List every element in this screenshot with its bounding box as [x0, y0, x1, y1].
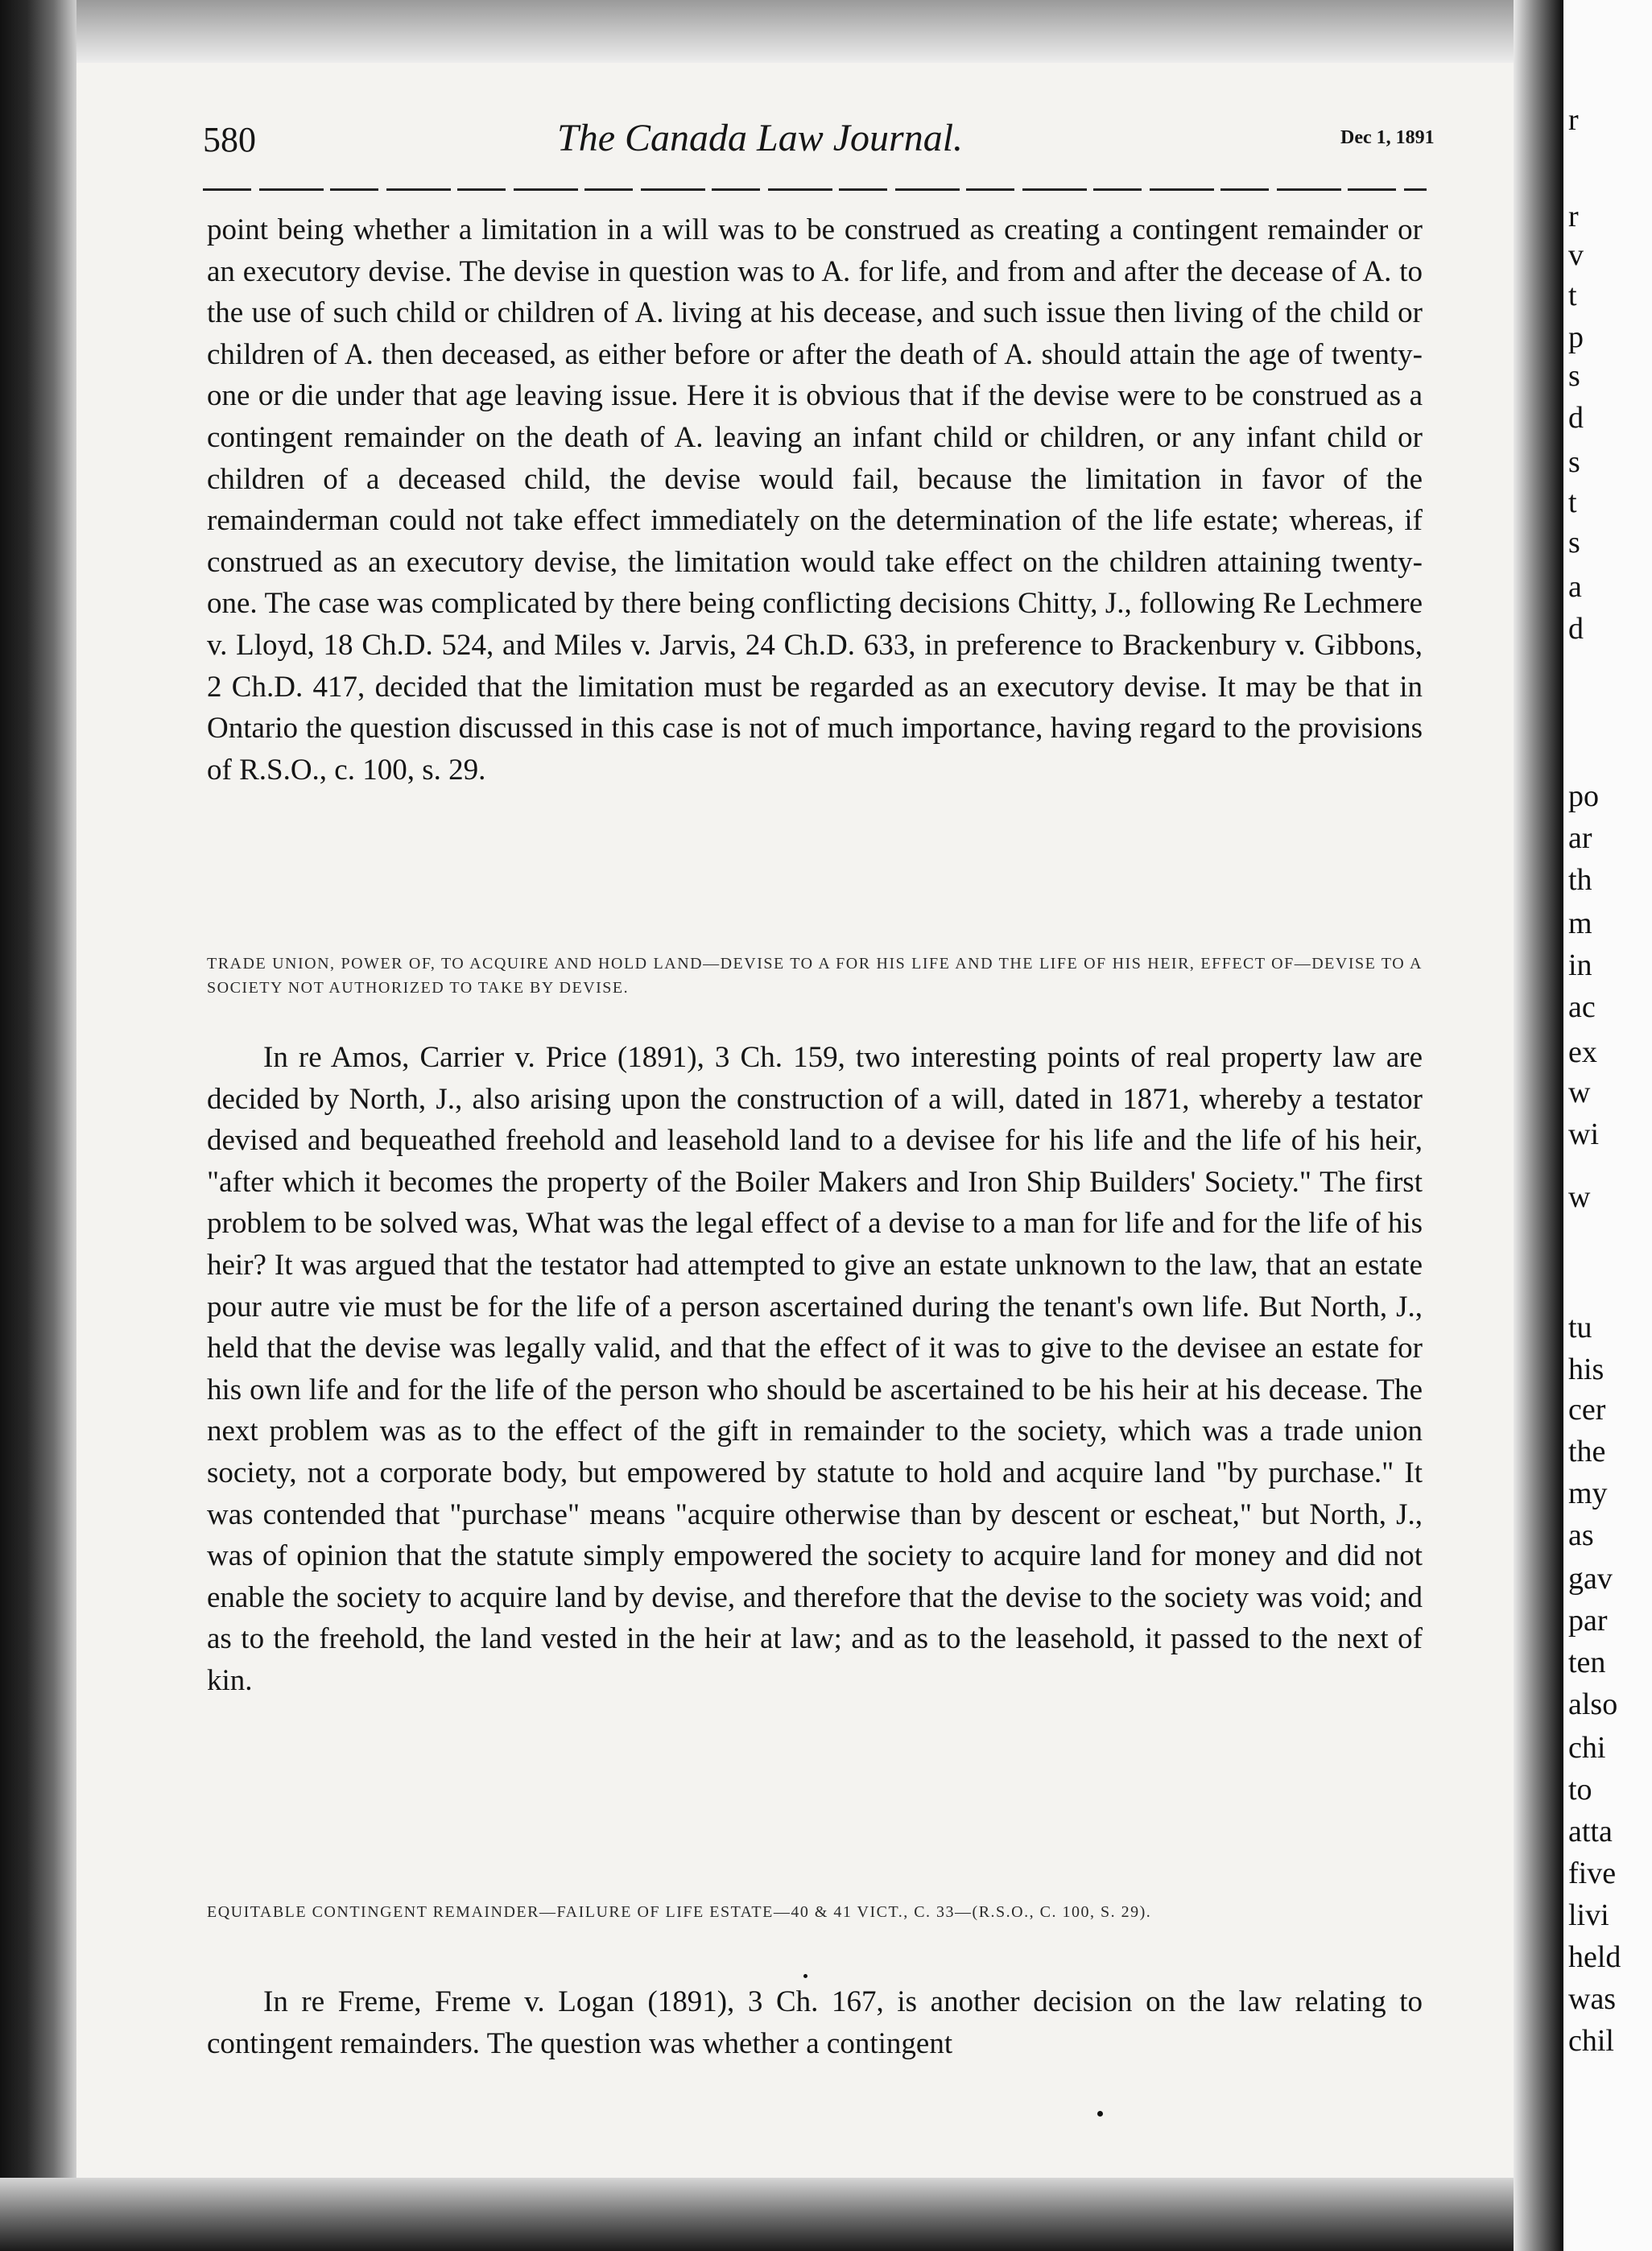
- facing-fragment: as: [1568, 1518, 1594, 1552]
- facing-fragment: v: [1568, 238, 1584, 272]
- facing-fragment: five: [1568, 1857, 1617, 1890]
- facing-fragment: s: [1568, 359, 1580, 393]
- paragraph-in-re-freme: In re Freme, Freme v. Logan (1891), 3 Ch. 167, is another decision on the law relating to contingent remainders. The question was whether a contingent: [207, 1985, 1423, 2060]
- facing-fragment: his: [1568, 1353, 1605, 1386]
- facing-fragment: t: [1568, 279, 1577, 312]
- facing-fragment: to: [1568, 1773, 1592, 1807]
- facing-fragment: was: [1568, 1982, 1617, 2016]
- facing-fragment: also: [1568, 1687, 1618, 1721]
- case-paragraph-block: [207, 1037, 1423, 1702]
- facing-fragment: ten: [1568, 1646, 1606, 1679]
- section-heading-equitable-remainder: EQUITABLE CONTINGENT REMAINDER—FAILURE OF LIFE ESTATE—40 & 41 VICT., C. 33—(R.S.O., C. 100, S. 29).: [207, 1903, 1152, 1921]
- facing-fragment: m: [1568, 907, 1592, 940]
- paragraph-in-re-amos: In re Amos, Carrier v. Price (1891), 3 Ch. 159, two interesting points of real property law are decided by North, J., also arising upon the construction of a will, dated in 1871, whereby a testator devised and bequeathed freehold and leasehold land to a devisee for his life and the life of his heir, "after which it becomes the property of the Boiler Makers and Iron Ship Builders' Society." The first problem to be solved was, What was the legal effect of a devise to a man for life and for the life of his heir? It was argued that the testator had attempted to give an estate unknown to the law, that an estate pour autre vie must be for the life of a person ascertained during the tenant's own life. But North, J., held that the devise was legally valid, and that the effect of it was to give to the devisee an estate for his own life and for the life of the person who should be ascertained to be his heir at his decease. The next problem was as to the effect of the gift in remainder to the society, which was a trade union society, not a corporate body, but empowered by statute to hold and acquire land "by purchase." It was contended that "purchase" means "acquire otherwise than by descent or escheat," but North, J., was of opinion that the statute simply empowered the society to acquire land for money and did not enable the society to acquire land by devise, and therefore that the devise to the society was void; and as to the freehold, the land vested in the heir at law; and as to the leasehold, it passed to the next of kin.: [207, 1041, 1423, 1697]
- issue-date: Dec 1, 1891: [1340, 127, 1435, 148]
- continued-paragraph-block: [207, 209, 1423, 791]
- ink-speck: [803, 1974, 807, 1978]
- facing-fragment: par: [1568, 1604, 1608, 1638]
- facing-fragment: in: [1568, 948, 1592, 982]
- facing-fragment: r: [1568, 103, 1579, 137]
- facing-fragment: livi: [1568, 1898, 1609, 1932]
- facing-fragment: w: [1568, 1076, 1591, 1109]
- facing-fragment: th: [1568, 863, 1592, 897]
- header-rule: [203, 188, 1427, 191]
- book-gutter: [1514, 0, 1563, 2251]
- facing-fragment: my: [1568, 1477, 1608, 1510]
- facing-fragment: ex: [1568, 1035, 1597, 1069]
- page-number: 580: [203, 120, 256, 159]
- facing-fragment: po: [1568, 779, 1599, 813]
- facing-fragment: held: [1568, 1940, 1621, 1974]
- facing-fragment: s: [1568, 445, 1580, 479]
- facing-fragment: gav: [1568, 1562, 1613, 1596]
- facing-fragment: p: [1568, 320, 1584, 354]
- running-header: [179, 103, 1459, 167]
- facing-fragment: tu: [1568, 1311, 1592, 1344]
- ink-speck: [1097, 2111, 1103, 2117]
- journal-title: The Canada Law Journal.: [557, 117, 964, 159]
- section-heading-block: [207, 952, 1423, 1000]
- case-paragraph-block: [207, 1981, 1423, 2064]
- facing-fragment: d: [1568, 612, 1584, 646]
- section-heading-block: [207, 1900, 1423, 1924]
- facing-fragment: ac: [1568, 990, 1596, 1024]
- scanner-edge-top: [0, 0, 1652, 63]
- facing-page-margin: [1563, 0, 1652, 2251]
- journal-page: [179, 103, 1459, 2060]
- facing-fragment: atta: [1568, 1815, 1613, 1848]
- facing-fragment: cer: [1568, 1393, 1606, 1427]
- facing-fragment: d: [1568, 401, 1584, 435]
- scanner-edge-left: [0, 0, 76, 2251]
- paragraph-contingent-remainder: point being whether a limitation in a will was to be construed as creating a contingent remainder or an executory devise. The devise in question was to A. for life, and from and after the decease of A. to the use of such child or children of A. living at his decease, and such issue then living of the child or children of A. then deceased, as either before or after the death of A. should attain the age of twenty-one or die under that age leaving issue. Here it is obvious that if the devise were to be construed as a contingent remainder on the death of A. leaving an infant child or children, or any infant child or children of a deceased child, the devise would fail, because the limitation in favor of the remainderman could not take effect immediately on the determination of the life estate; whereas, if construed as an executory devise, the limitation would take effect on the children attaining twenty-one. The case was complicated by there being conflicting decisions Chitty, J., following Re Lechmere v. Lloyd, 18 Ch.D. 524, and Miles v. Jarvis, 24 Ch.D. 633, in preference to Brackenbury v. Gibbons, 2 Ch.D. 417, decided that the limitation must be regarded as an executory devise. It may be that in Ontario the question discussed in this case is not of much importance, having regard to the provisions of R.S.O., c. 100, s. 29.: [207, 213, 1423, 787]
- facing-fragment: the: [1568, 1435, 1606, 1468]
- facing-fragment: chil: [1568, 2024, 1614, 2058]
- facing-fragment: wi: [1568, 1117, 1599, 1151]
- scanner-edge-bottom: [0, 2178, 1652, 2251]
- facing-fragment: w: [1568, 1180, 1591, 1214]
- facing-fragment: a: [1568, 570, 1582, 604]
- facing-fragment: r: [1568, 200, 1579, 233]
- facing-fragment: chi: [1568, 1731, 1606, 1765]
- section-heading-trade-union: TRADE UNION, POWER OF, TO ACQUIRE AND HOLD LAND—DEVISE TO A FOR HIS LIFE AND THE LIFE OF HIS HEIR, EFFECT OF—DEVISE TO A SOCIETY NOT AUTHORIZED TO TAKE BY DEVISE.: [207, 955, 1423, 997]
- facing-fragment: t: [1568, 485, 1577, 519]
- facing-fragment: ar: [1568, 821, 1592, 855]
- facing-fragment: s: [1568, 526, 1580, 560]
